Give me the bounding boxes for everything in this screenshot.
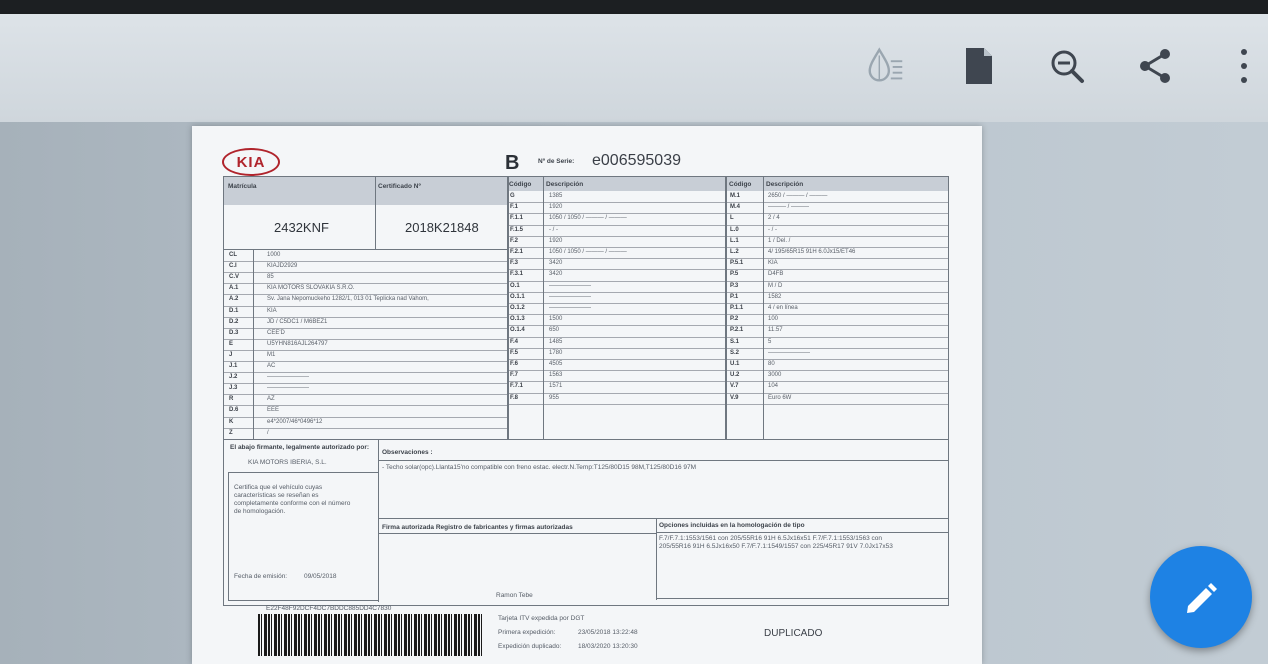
row-value: 104	[768, 383, 779, 390]
row-rule	[727, 281, 948, 282]
row-rule	[727, 269, 948, 270]
row-rule	[727, 325, 948, 326]
row-code: U.1	[730, 361, 740, 367]
row-rule	[508, 370, 725, 371]
row-code: F.3	[510, 260, 519, 267]
rule	[543, 177, 544, 439]
row-value: Euro 6W	[768, 394, 792, 401]
rule	[948, 176, 949, 606]
rule	[223, 176, 224, 606]
row-value: 3420	[549, 271, 563, 278]
row-code: K	[229, 418, 234, 425]
row-value: 2650 / ——— / ———	[768, 193, 828, 199]
duplicado-label: Expedición duplicado:	[498, 643, 562, 650]
row-value: 1385	[549, 193, 563, 199]
matricula-value: 2432KNF	[274, 220, 329, 235]
row-rule	[727, 225, 948, 226]
row-rule	[727, 393, 948, 394]
row-rule	[508, 337, 725, 338]
row-value: KIA MOTORS SLOVAKIA S.R.O.	[267, 285, 355, 292]
row-value: M / D	[768, 282, 783, 289]
row-code: C.V	[229, 274, 240, 281]
opciones-text-1: F.7/F.7.1:1553/1561 con 205/55R16 91H 6.5Jx16x51 F.7/F.7.1:1553/1563 con	[659, 535, 882, 542]
row-value: 11.57	[768, 327, 783, 334]
row-code: F.1	[510, 204, 519, 211]
row-value: KIAJD2929	[267, 263, 298, 270]
row-value: 650	[549, 327, 560, 334]
serial-number: e006595039	[592, 152, 681, 169]
row-code: F.2	[510, 237, 519, 244]
row-code: L	[730, 215, 734, 222]
certifies-text: Certifica que el vehículo cuyas características se reseñan es completamente conforme con el número de homologación.	[234, 484, 351, 515]
row-value: 4 / en línea	[768, 305, 798, 311]
rule	[224, 249, 507, 250]
row-value: 1920	[549, 204, 563, 211]
row-code: F.2.1	[510, 249, 524, 255]
row-rule	[224, 306, 507, 307]
row-code: S.1	[730, 338, 740, 345]
row-rule	[508, 314, 725, 315]
row-rule	[727, 314, 948, 315]
row-rule	[224, 283, 507, 284]
row-value: ——— / ———	[768, 204, 810, 211]
row-code: D.6	[229, 407, 239, 414]
row-code: L.0	[730, 226, 739, 233]
row-value: AC	[267, 363, 276, 369]
device-bezel	[0, 0, 1268, 14]
signer-name: Ramon Tebe	[496, 592, 533, 599]
row-code: F.3.1	[510, 271, 524, 278]
row-code: D.3	[229, 329, 239, 336]
row-rule	[224, 317, 507, 318]
row-rule	[224, 405, 507, 406]
observaciones-label: Observaciones :	[382, 449, 433, 456]
row-code: F.6	[510, 361, 519, 367]
row-code: F.8	[510, 394, 519, 401]
row-value: D4FB	[768, 271, 784, 278]
date-label: Fecha de emisión:	[234, 573, 288, 580]
row-rule	[727, 292, 948, 293]
viewer-toolbar	[0, 14, 1268, 122]
row-rule	[224, 361, 507, 362]
row-rule	[224, 428, 507, 429]
row-code: F.7	[510, 372, 519, 379]
row-rule	[727, 258, 948, 259]
row-code: V.9	[730, 394, 739, 401]
row-rule	[224, 372, 507, 373]
row-rule	[224, 294, 507, 295]
serial-label: Nº de Serie:	[538, 158, 575, 165]
row-code: F.4	[510, 338, 519, 345]
row-value: 1780	[549, 349, 563, 356]
rule	[763, 177, 764, 439]
row-rule	[727, 247, 948, 248]
row-rule	[727, 202, 948, 203]
row-code: S.2	[730, 349, 740, 356]
row-code: U.2	[730, 372, 740, 379]
col-descripcion: Descripción	[766, 181, 804, 188]
pencil-icon	[1180, 576, 1222, 618]
rule	[507, 177, 509, 439]
row-value: 4/ 195/65R15 91H 6.0Jx15/ET46	[768, 249, 856, 255]
row-rule	[508, 225, 725, 226]
row-rule	[508, 258, 725, 259]
row-value: 1582	[768, 293, 782, 300]
row-code: J.1	[229, 363, 238, 369]
row-value: 3000	[768, 372, 782, 379]
row-code: J.2	[229, 374, 238, 381]
rule	[378, 440, 379, 602]
primera-label: Primera expedición:	[498, 629, 556, 636]
hash-code: E22F48F92DCF4DC7BDDC885DD4C7830	[266, 605, 392, 612]
observaciones-text: - Techo solar(opc).Llanta15'no compatible con freno estac. electr.N.Temp:T125/80D15 98M,T125/80D16 97M	[382, 464, 697, 471]
row-code: V.7	[730, 383, 739, 390]
row-value: ———————	[549, 305, 591, 311]
row-rule	[508, 325, 725, 326]
row-rule	[508, 404, 725, 405]
row-code: P.1.1	[730, 305, 744, 311]
row-rule	[508, 281, 725, 282]
certificado-label: Certificado Nº	[378, 183, 421, 190]
row-rule	[727, 236, 948, 237]
barcode	[258, 614, 482, 656]
row-rule	[508, 269, 725, 270]
row-rule	[508, 236, 725, 237]
row-code: O.1.2	[510, 305, 525, 311]
row-rule	[224, 339, 507, 340]
row-value: KIA	[267, 307, 277, 314]
rule	[725, 177, 727, 439]
vehicle-category: B	[505, 152, 520, 174]
rule	[378, 460, 948, 461]
matricula-label: Matrícula	[228, 183, 257, 190]
row-value: 3420	[549, 260, 563, 267]
share-icon[interactable]	[1133, 44, 1177, 88]
row-rule	[508, 381, 725, 382]
row-code: L.1	[730, 237, 739, 244]
row-value: 100	[768, 316, 779, 323]
row-value: M1	[267, 351, 276, 358]
row-rule	[224, 272, 507, 273]
row-value: 1 / Del. /	[768, 237, 791, 244]
row-value: 1050 / 1050 / ——— / ———	[549, 249, 627, 255]
row-value: 1050 / 1050 / ——— / ———	[549, 215, 627, 222]
certificado-value: 2018K21848	[405, 220, 479, 235]
row-value: ———————	[267, 374, 309, 381]
row-value: - / -	[549, 226, 558, 233]
row-rule	[224, 417, 507, 418]
col-codigo: Código	[729, 181, 752, 188]
row-value: 1000	[267, 252, 281, 258]
row-code: D.1	[229, 307, 239, 314]
row-rule	[224, 350, 507, 351]
row-rule	[508, 303, 725, 304]
row-rule	[727, 370, 948, 371]
row-code: M.4	[730, 204, 741, 211]
row-code: P.1	[730, 293, 739, 300]
row-code: F.1.5	[510, 226, 524, 233]
document-icon[interactable]	[957, 44, 1001, 88]
row-value: AZ	[267, 396, 275, 403]
row-rule	[224, 383, 507, 384]
row-rule	[727, 303, 948, 304]
tarjeta-text: Tarjeta ITV expedida por DGT	[498, 615, 585, 622]
row-value: 1485	[549, 338, 563, 345]
row-rule	[508, 348, 725, 349]
row-code: P.2.1	[730, 327, 744, 334]
row-code: J	[229, 351, 233, 358]
row-value: 1571	[549, 383, 563, 390]
rule	[375, 177, 376, 249]
row-value: EEE	[267, 407, 280, 414]
header-band	[224, 177, 507, 205]
row-rule	[224, 328, 507, 329]
row-value: 1920	[549, 237, 563, 244]
duplicado-date: 18/03/2020 13:20:30	[578, 643, 638, 650]
row-code: G	[510, 193, 515, 199]
row-code: F.1.1	[510, 215, 524, 222]
row-code: M.1	[730, 193, 741, 199]
kia-logo: KIA	[222, 148, 280, 176]
row-rule	[508, 359, 725, 360]
row-code: O.1.1	[510, 293, 525, 300]
rule	[656, 532, 948, 533]
row-value: /	[267, 429, 269, 436]
rule	[656, 598, 948, 599]
row-rule	[224, 439, 507, 440]
header-band	[507, 177, 725, 191]
row-code: E	[229, 340, 234, 347]
row-value: 1500	[549, 316, 563, 323]
row-code: O.1.4	[510, 327, 525, 334]
row-value: Sv. Jana Nepomuckeho 1282/1, 013 01 Teplicka nad Vahom,	[267, 296, 429, 303]
primera-date: 23/05/2018 13:22:48	[578, 629, 638, 636]
row-code: J.3	[229, 385, 238, 392]
row-code: A.2	[229, 296, 239, 303]
firma-label: Firma autorizada Registro de fabricantes y firmas autorizadas	[382, 524, 573, 531]
row-code: O.1.3	[510, 316, 525, 323]
row-rule	[508, 247, 725, 248]
row-rule	[224, 261, 507, 262]
row-rule	[727, 348, 948, 349]
row-code: A.1	[229, 285, 239, 292]
date-value: 09/05/2018	[304, 573, 337, 580]
rule	[656, 518, 657, 600]
rule	[228, 472, 378, 473]
row-rule	[727, 337, 948, 338]
rule	[228, 600, 378, 601]
row-code: R	[229, 396, 234, 403]
row-code: C.I	[229, 263, 237, 270]
row-value: JD / C5DC1 / M6BEZ1	[267, 318, 328, 325]
row-value: ———————	[549, 282, 591, 289]
opciones-text-2: 205/55R16 91H 6.5Jx16x50 F.7/F.7.1:1549/1557 con 225/45R17 91V 7.0Jx17x53	[659, 543, 893, 550]
row-code: P.2	[730, 316, 739, 323]
row-code: L.2	[730, 249, 739, 255]
rule	[228, 472, 229, 600]
edit-fab-button[interactable]	[1150, 546, 1252, 648]
ink-saver-icon[interactable]	[864, 44, 908, 88]
row-value: 4505	[549, 361, 563, 367]
row-value: ———————	[549, 293, 591, 300]
row-code: O.1	[510, 282, 520, 289]
row-rule	[224, 394, 507, 395]
row-value: 5	[768, 338, 772, 345]
row-rule	[727, 213, 948, 214]
signer-company: KIA MOTORS IBERIA, S.L.	[248, 459, 327, 466]
more-vert-icon[interactable]	[1222, 44, 1266, 88]
row-value: U5YHN816AJL264797	[267, 340, 328, 347]
row-code: Z	[229, 429, 233, 436]
row-value: e4*2007/46*0496*12	[267, 418, 323, 425]
header-band	[727, 177, 948, 191]
row-rule	[508, 292, 725, 293]
row-value: ———————	[267, 385, 309, 392]
row-rule	[508, 202, 725, 203]
row-value: 955	[549, 394, 560, 401]
row-rule	[727, 359, 948, 360]
row-value: 2 / 4	[768, 215, 780, 222]
col-descripcion: Descripción	[546, 181, 584, 188]
row-rule	[727, 404, 948, 405]
row-code: F.5	[510, 349, 519, 356]
col-codigo: Código	[509, 181, 532, 188]
signer-label: El abajo firmante, legalmente autorizado por:	[230, 444, 370, 451]
row-rule	[508, 393, 725, 394]
row-code: CL	[229, 252, 237, 258]
row-value: - / -	[768, 226, 777, 233]
rule	[378, 533, 656, 534]
row-code: P.3	[730, 282, 739, 289]
row-code: P.5	[730, 271, 739, 278]
row-value: ———————	[768, 349, 810, 356]
duplicado-stamp: DUPLICADO	[764, 628, 823, 639]
zoom-out-icon[interactable]	[1045, 44, 1089, 88]
opciones-label: Opciones incluidas en la homologación de tipo	[659, 522, 805, 529]
row-rule	[508, 213, 725, 214]
row-code: P.5.1	[730, 260, 744, 267]
rule	[378, 518, 948, 519]
row-value: KIA	[768, 260, 778, 267]
row-code: D.2	[229, 318, 239, 325]
row-value: 85	[267, 274, 274, 281]
row-rule	[727, 381, 948, 382]
row-value: CEE'D	[267, 329, 285, 336]
rule	[253, 250, 254, 439]
row-code: F.7.1	[510, 383, 524, 390]
row-value: 80	[768, 361, 775, 367]
row-value: 1563	[549, 372, 563, 379]
